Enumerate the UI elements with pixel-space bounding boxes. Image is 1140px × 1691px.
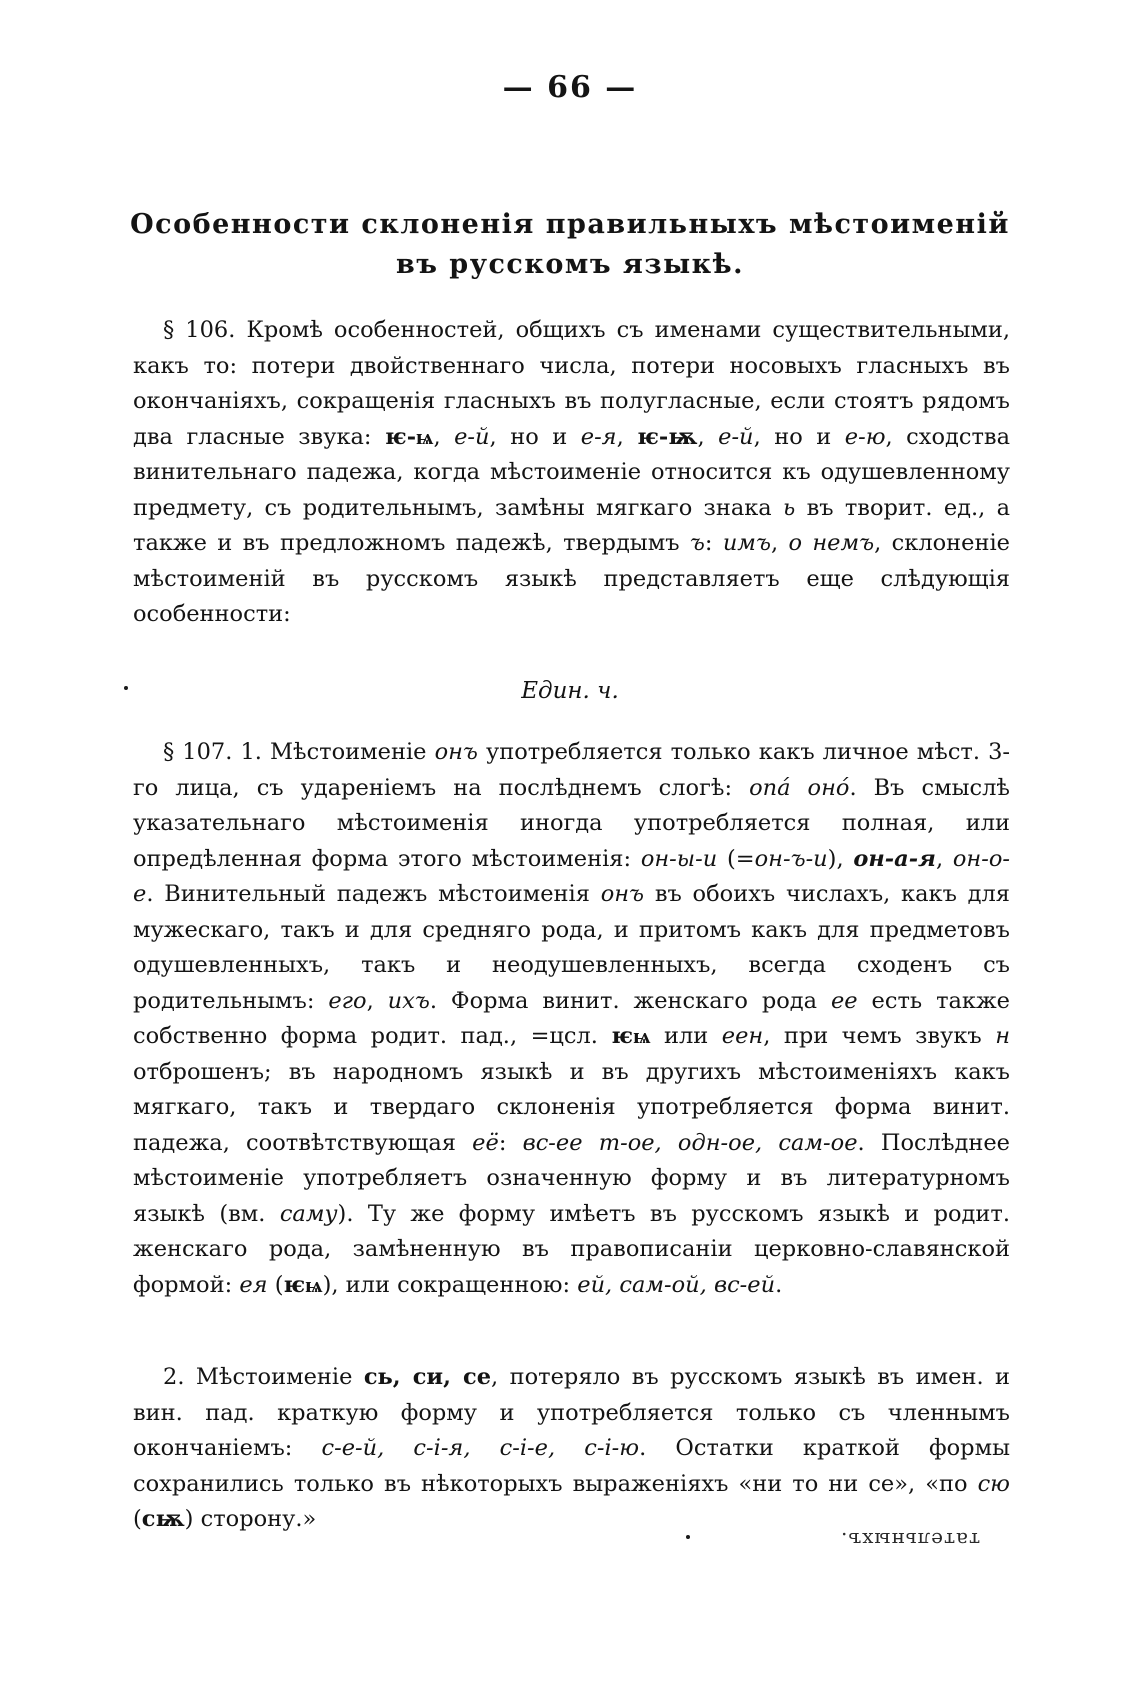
section-title-line-1: Особенности склоненія правильныхъ мѣстоименій	[130, 209, 1010, 240]
print-speck	[124, 686, 128, 690]
page-number: — 66 —	[502, 70, 638, 105]
paragraph-number: § 106.	[163, 317, 236, 343]
paragraph-107-2: 2. Мѣстоименіе сь, си, се, потеряло въ русскомъ языкѣ въ имен. и вин. пад. краткую форму и употребляется только съ членнымъ окончаніемъ: с-е-й, с-і-я, с-і-е, с-і-ю. Остатки краткой формы сохранились только въ нѣкоторыхъ выраженіяхъ «ни то ни се», «по сю (сѭ) сторону.»	[133, 1364, 1011, 1532]
subheading-singular: Един. ч.	[521, 678, 619, 704]
paragraph-number: § 107.	[163, 739, 233, 765]
section-title-line-2: въ русскомъ языкѣ.	[395, 249, 745, 280]
paragraph-106: § 106. Кромѣ особенностей, общихъ съ именами существительными, какъ то: потери двойственнаго числа, потери носовыхъ гласныхъ въ окончаніяхъ, сокращенія гласныхъ въ полугласные, если стоятъ рядомъ два гласные звука: ѥ-ѩ, е-й, но и е-я, ѥ-ѭ, е-й, но и е-ю, сходства винительнаго падежа, когда мѣстоименіе относится къ одушевленному предмету, съ родительнымъ, замѣны мягкаго знака ь въ творит. ед., а также и въ предложномъ падежѣ, твердымъ ъ: имъ, о немъ, склоненіе мѣстоименій въ русскомъ языкѣ представляетъ еще слѣдующія особенности:	[133, 317, 1011, 627]
print-speck	[686, 1535, 690, 1539]
paragraph-107: § 107. 1. Мѣстоименіе онъ употребляется только какъ личное мѣст. 3-го лица, съ удареніемъ на послѣднемъ слогѣ: оná онó. Въ смыслѣ указательнаго мѣстоименія иногда употребляется полная, или опредѣленная форма этого мѣстоименія: он-ы-и (=он-ъ-и), он-а-я, он-о-е. Винительный падежъ мѣстоименія онъ въ обоихъ числахъ, какъ для мужескаго, такъ и для средняго рода, и притомъ какъ для предметовъ одушевленныхъ, такъ и неодушевленныхъ, всегда сходенъ съ родительнымъ: его, ихъ. Форма винит. женскаго рода ее есть также собственно форма родит. пад., =цсл. ѥѩ или еен, при чемъ звукъ н отброшенъ; въ народномъ языкѣ и въ другихъ мѣстоименіяхъ какъ мягкаго, такъ и твердаго склоненія употребляется форма винит. падежа, соотвѣтствующая её: вс-ее т-ое, одн-ое, сам-ое. Послѣднее мѣстоименіе употребляетъ означенную форму и въ литературномъ языкѣ (вм. саму). Ту же форму имѣетъ въ русскомъ языкѣ и родит. женскаго рода, замѣненную въ правописаніи церковно-славянской формой: ея (ѥѩ), или сокращенною: ей, сам-ой, вс-ей.	[133, 739, 1011, 1298]
bleed-through-text: тательныхъ.	[840, 1528, 981, 1552]
